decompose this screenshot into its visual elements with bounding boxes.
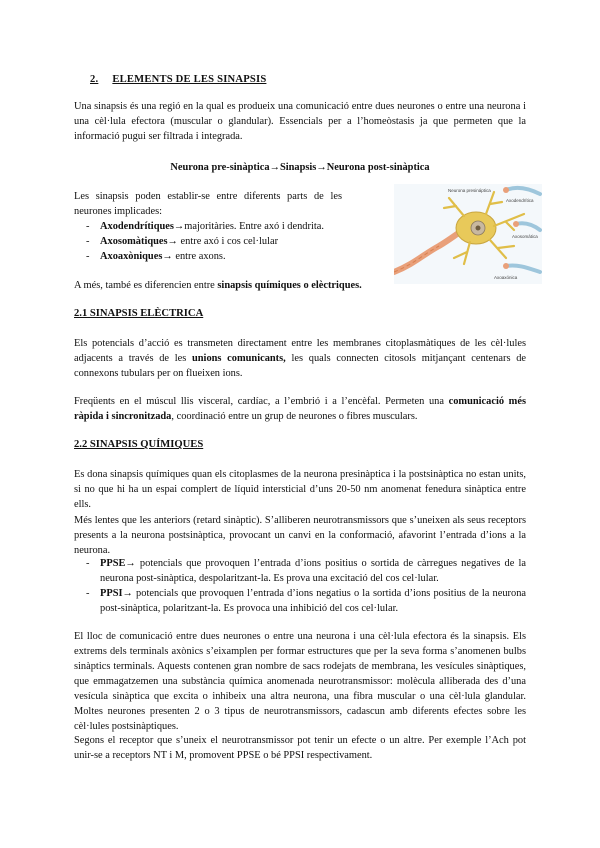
chemical-paragraph-2: Més lentes que les anteriors (retard sinàptic). S’alliberen neurotransmissors que s’uneixen als seus receptors presents a la neurona postsinàptica, provocant un canvi en la conformació, afavorint l’entrada d’ions a la neurona.: [74, 515, 526, 556]
electric-synapse-heading: 2.1 SINAPSIS ELÈCTRICA: [74, 308, 204, 319]
electric-paragraph-1: Els potencials d’acció es transmeten directament entre les membranes citoplasmàtiques de les cèl·lules adjacents a través de les unions comunicants, les quals connecten citosols mitjançant centenars de connexons tubulars per on flueixen ions.: [74, 338, 527, 379]
list-item: - Axosomàtiques→ entre axó i cos cel·lular: [74, 234, 342, 249]
figure-label: Neurona presináptica: [448, 188, 491, 193]
list-item: - PPSI→ potencials que provoquen l’entrada d’ions negatius o la sortida d’ions positius de la neurona post-sinàptica, polaritzant-la. Es provoca una inhibició del cos cel·lular.: [74, 586, 526, 616]
chemical-paragraph-3: El lloc de comunicació entre dues neurones o entre una neurona i una cèl·lula efectora és la sinapsis. Els extrems dels terminals axònics s’eixamplen per formar estructures que per la seva forma s’anomenen bulbs sinàptics terminals. Aquests contenen gran nombre de sacs rodejats de membrana, les vesícules sinàptiques, que emmagatzemen una substància química anomenada neurotransmissor: molècula alliberada des d’una vesícula sinàptica que excita o inhibeix una altra neurona, una fibra muscular o una cèl·lula glandular. Moltes neurones presenten 2 o 3 tipus de neurotransmissors, cadascun amb diferents efectes sobre les cèl·lules postsinàptiques.: [74, 631, 526, 732]
list-item: - PPSE→ potencials que provoquen l’entrada d’ions positius o sortida de càrregues negatives de la neurona post-sinàptica, despolaritzant-la. Es prova una excitació del cos cel·lular.: [74, 556, 526, 586]
figure-label: Axoaxónica: [494, 275, 518, 280]
types-intro: Les sinapsis poden establir-se entre diferents parts de les neurones implicades:: [74, 191, 342, 217]
list-item: - Axodendrítiques→majoritàries. Entre axó i dendrita.: [74, 219, 342, 234]
potentials-list: [74, 556, 526, 616]
synapse-flow: Neurona pre-sinàptica→Sinapsis→Neurona post-sinàptica: [170, 162, 430, 173]
section-heading: [90, 72, 266, 87]
distinguish-paragraph: A més, també es diferencien entre sinapsis químiques o elèctriques.: [74, 280, 362, 291]
chemical-paragraph-4: Segons el receptor que s’uneix el neurotransmissor pot tenir un efecte o un altre. Per exemple l’Ach pot unir-se a receptors NT i M, promovent PPSE o bé PPSI respectivament.: [74, 735, 526, 761]
types-list: [74, 219, 342, 264]
chemical-synapse-heading: 2.2 SINAPSIS QUÍMIQUES: [74, 439, 204, 450]
section-title: ELEMENTS DE LES SINAPSIS: [112, 74, 267, 85]
synapse-types-block: [74, 189, 342, 264]
neuron-diagram: [394, 184, 542, 284]
figure-label: Axodendrítica: [506, 198, 534, 203]
neuron-synapse-illustration: [394, 184, 542, 284]
section-number: 2.: [90, 74, 99, 85]
figure-label: Axosomática: [512, 234, 538, 239]
intro-paragraph: Una sinapsis és una regió en la qual es produeix una comunicació entre dues neurones o entre una neurona i una cèl·lula efectora (muscular o glandular). Essencials per a l’homeòstasis ja que permeten que la informació pugui ser filtrada i integrada.: [74, 101, 526, 142]
list-item: - Axoaxòniques→ entre axons.: [74, 249, 342, 264]
electric-paragraph-2: Freqüents en el múscul llis visceral, cardíac, a l’embrió i a l’encèfal. Permeten una comunicació més ràpida i sincronitzada, coordinació entre un grup de neurones o fibres musculars.: [74, 396, 526, 422]
chemical-paragraph-1: Es dona sinapsis químiques quan els citoplasmes de la neurona presinàptica i la postsinàptica no estan units, si no que hi ha un espai complert de líquid intersticial d’uns 20-50 nm anomenat fenedura sinàptica entre ells.: [74, 469, 526, 510]
